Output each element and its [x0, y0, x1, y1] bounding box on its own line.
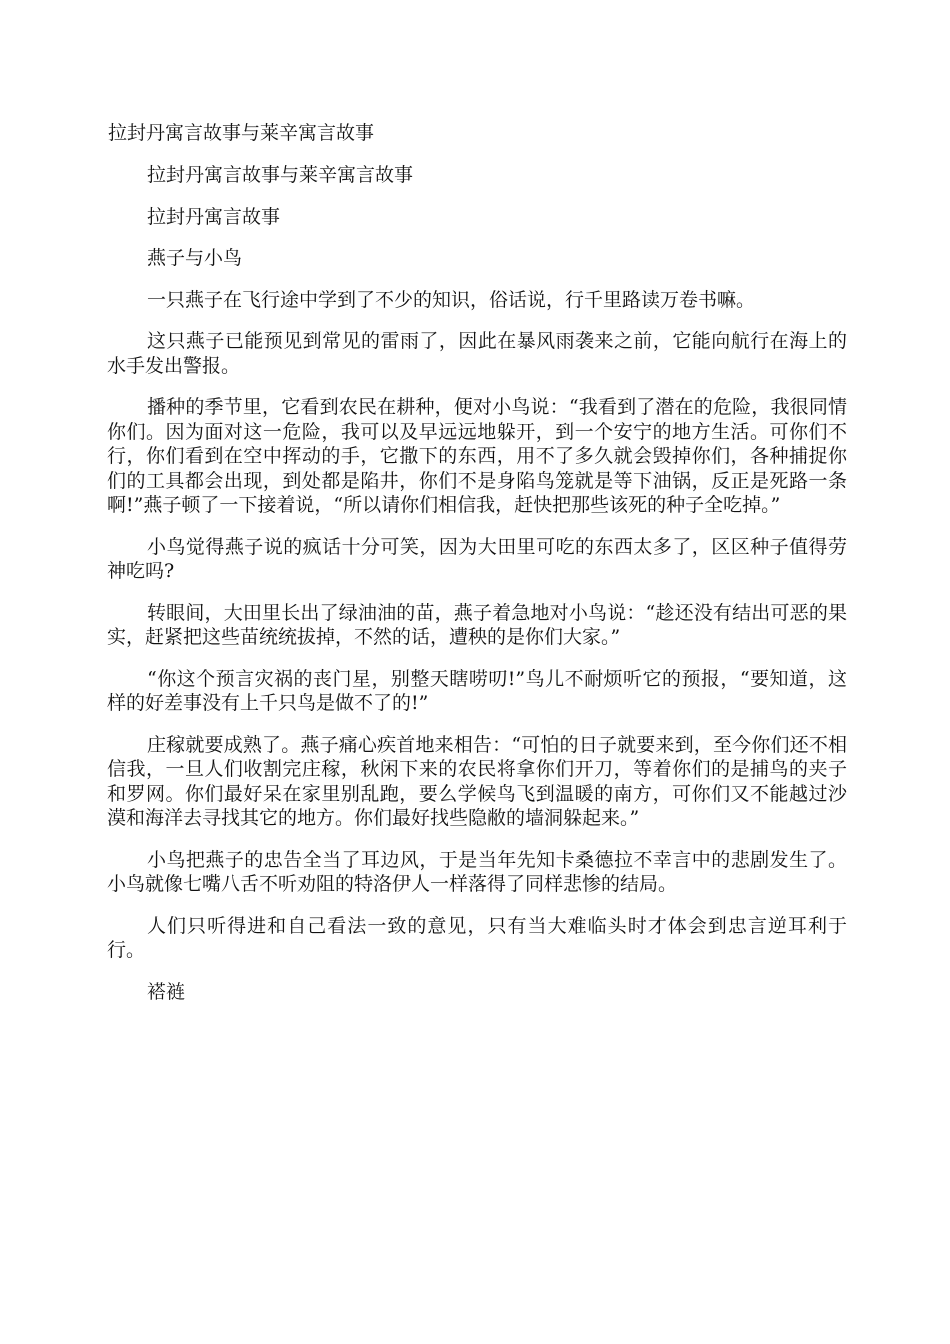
- paragraph: 小鸟觉得燕子说的疯话十分可笑，因为大田里可吃的东西太多了，区区种子值得劳神吃吗?: [107, 535, 847, 582]
- paragraph: 播种的季节里，它看到农民在耕种，便对小鸟说：“我看到了潜在的危险，我很同情你们。因为面对这一危险，我可以及早远远地躲开，到一个安宁的地方生活。可你们不行，你们看到在空中挥动的手，它撒下的东西，用不了多久就会毁掉你们，各种捕捉你们的工具都会出现，到处都是陷井，你们不是身陷鸟笼就是等下油锅，反正是死路一条啊!”燕子顿了一下接着说，“所以请你们相信我，赶快把那些该死的种子全吃掉。”: [107, 396, 847, 516]
- paragraph: 褡裢: [147, 980, 186, 1003]
- paragraph: 拉封丹寓言故事: [147, 205, 281, 228]
- paragraph: 这只燕子已能预见到常见的雷雨了，因此在暴风雨袭来之前，它能向航行在海上的水手发出警报。: [107, 330, 847, 377]
- paragraph: 拉封丹寓言故事与莱辛寓言故事: [147, 164, 414, 186]
- document-body: [107, 163, 847, 1021]
- document-title: 拉封丹寓言故事与莱辛寓言故事: [108, 122, 375, 144]
- paragraph: 燕子与小鸟: [147, 247, 243, 269]
- paragraph: 小鸟把燕子的忠告全当了耳边风，于是当年先知卡桑德拉不幸言中的悲剧发生了。小鸟就像七嘴八舌不听劝阻的特洛伊人一样落得了同样悲惨的结局。: [107, 848, 847, 895]
- paragraph: “你这个预言灾祸的丧门星，别整天瞎唠叨!”鸟儿不耐烦听它的预报，“要知道，这样的好差事没有上千只鸟是做不了的!”: [107, 667, 847, 714]
- paragraph: 庄稼就要成熟了。燕子痛心疾首地来相告：“可怕的日子就要来到，至今你们还不相信我，一旦人们收割完庄稼，秋闲下来的农民将拿你们开刀，等着你们的是捕鸟的夹子和罗网。你们最好呆在家里别乱跑，要么学候鸟飞到温暖的南方，可你们又不能越过沙漠和海洋去寻找其它的地方。你们最好找些隐敝的墙洞躲起来。”: [107, 733, 847, 829]
- paragraph: 一只燕子在飞行途中学到了不少的知识，俗话说，行千里路读万卷书嘛。: [147, 288, 756, 311]
- paragraph: 人们只听得进和自己看法一致的意见，只有当大难临头时才体会到忠言逆耳利于行。: [107, 914, 847, 961]
- paragraph: 转眼间，大田里长出了绿油油的苗，燕子着急地对小鸟说：“趁还没有结出可恶的果实，赶紧把这些苗统统拔掉，不然的话，遭秧的是你们大家。”: [107, 601, 847, 648]
